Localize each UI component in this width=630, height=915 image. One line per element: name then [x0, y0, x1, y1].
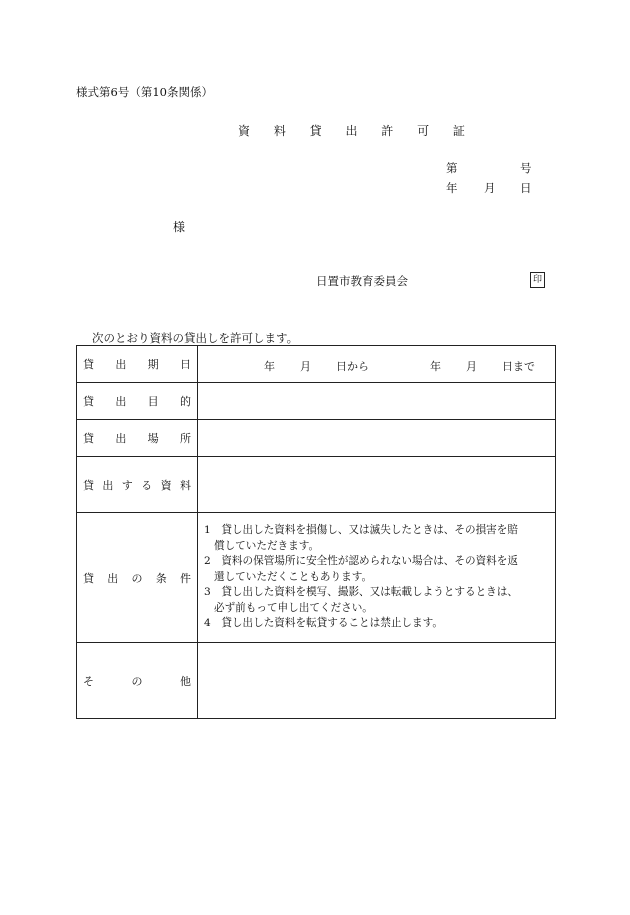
period-to-day: 日まで — [502, 360, 535, 373]
condition-item — [204, 616, 551, 632]
table-row-place — [77, 420, 556, 457]
label-char: 日 — [179, 358, 191, 371]
other-label — [77, 643, 198, 719]
condition-text: 2 資料の保管場所に安全性が認められない場合は、その資料を返 — [204, 555, 518, 568]
condition-text: 4 貸し出した資料を転貸することは禁止します。 — [204, 617, 443, 630]
document-title: 資 料 貸 出 許 可 証 — [238, 124, 475, 138]
period-to-month: 月 — [466, 360, 477, 373]
number-prefix: 第 — [446, 161, 458, 175]
label-char: 出 — [115, 432, 127, 445]
label-char: 他 — [180, 674, 191, 688]
table-row-purpose — [77, 383, 556, 420]
label-char: 貸 — [83, 432, 94, 445]
period-from-month: 月 — [300, 360, 311, 373]
issuer-name: 日置市教育委員会 — [316, 274, 408, 288]
conditions-label — [77, 513, 198, 643]
place-label — [77, 420, 198, 457]
place-value-cell[interactable] — [198, 420, 556, 457]
number-suffix: 号 — [520, 161, 532, 175]
loan-permit-table — [76, 345, 556, 719]
addressee-suffix: 様 — [173, 220, 186, 234]
label-char: る — [141, 478, 153, 492]
condition-text-cont: 還していただくこともあります。 — [214, 570, 373, 583]
condition-item — [204, 523, 551, 554]
condition-text: 1 貸し出した資料を損傷し、又は滅失したときは、その損害を賠 — [204, 523, 518, 536]
date-month: 月 — [484, 181, 496, 195]
table-row-materials — [77, 457, 556, 513]
table-row-period — [77, 346, 556, 383]
label-char: 出 — [115, 395, 127, 408]
period-from-day: 日から — [336, 360, 369, 373]
label-char: の — [131, 674, 143, 688]
label-char: 貸 — [83, 571, 94, 585]
label-char: 期 — [147, 358, 159, 371]
purpose-label — [77, 383, 198, 420]
condition-text-cont: 必ず前もって申し出てください。 — [214, 601, 373, 614]
table-row-other — [77, 643, 556, 719]
period-from-year: 年 — [264, 360, 275, 373]
label-char: 貸 — [83, 358, 94, 371]
materials-label — [77, 457, 198, 513]
label-char: 貸 — [83, 395, 94, 408]
condition-item — [204, 585, 551, 616]
label-char: そ — [83, 674, 94, 688]
intro-text: 次のとおり資料の貸出しを許可します。 — [92, 331, 299, 345]
label-char: 出 — [102, 478, 114, 492]
purpose-value-cell[interactable] — [198, 383, 556, 420]
seal-mark: 印 — [530, 272, 545, 288]
materials-value-cell[interactable] — [198, 457, 556, 513]
label-char: 的 — [179, 395, 191, 408]
label-char: 貸 — [83, 478, 94, 492]
period-label — [77, 346, 198, 383]
label-char: す — [121, 478, 133, 492]
period-to-year: 年 — [430, 360, 441, 373]
form-number: 様式第6号（第10条関係） — [76, 85, 213, 99]
label-char: の — [131, 571, 143, 585]
condition-item — [204, 554, 551, 585]
table-row-conditions — [77, 513, 556, 643]
label-char: 目 — [147, 395, 159, 408]
conditions-list — [198, 513, 556, 643]
label-char: 出 — [115, 358, 127, 371]
condition-text-cont: 償していただきます。 — [214, 539, 320, 552]
label-char: 資 — [160, 478, 172, 492]
period-value-cell[interactable] — [198, 346, 556, 383]
label-char: 場 — [147, 432, 159, 445]
date-year: 年 — [446, 181, 458, 195]
label-char: 所 — [179, 432, 191, 445]
label-char: 件 — [180, 571, 191, 585]
label-char: 出 — [107, 571, 119, 585]
date-day: 日 — [520, 181, 532, 195]
label-char: 料 — [179, 478, 191, 492]
condition-text: 3 貸し出した資料を模写、撮影、又は転載しようとするときは、 — [204, 586, 518, 599]
other-value-cell[interactable] — [198, 643, 556, 719]
label-char: 条 — [155, 571, 167, 585]
